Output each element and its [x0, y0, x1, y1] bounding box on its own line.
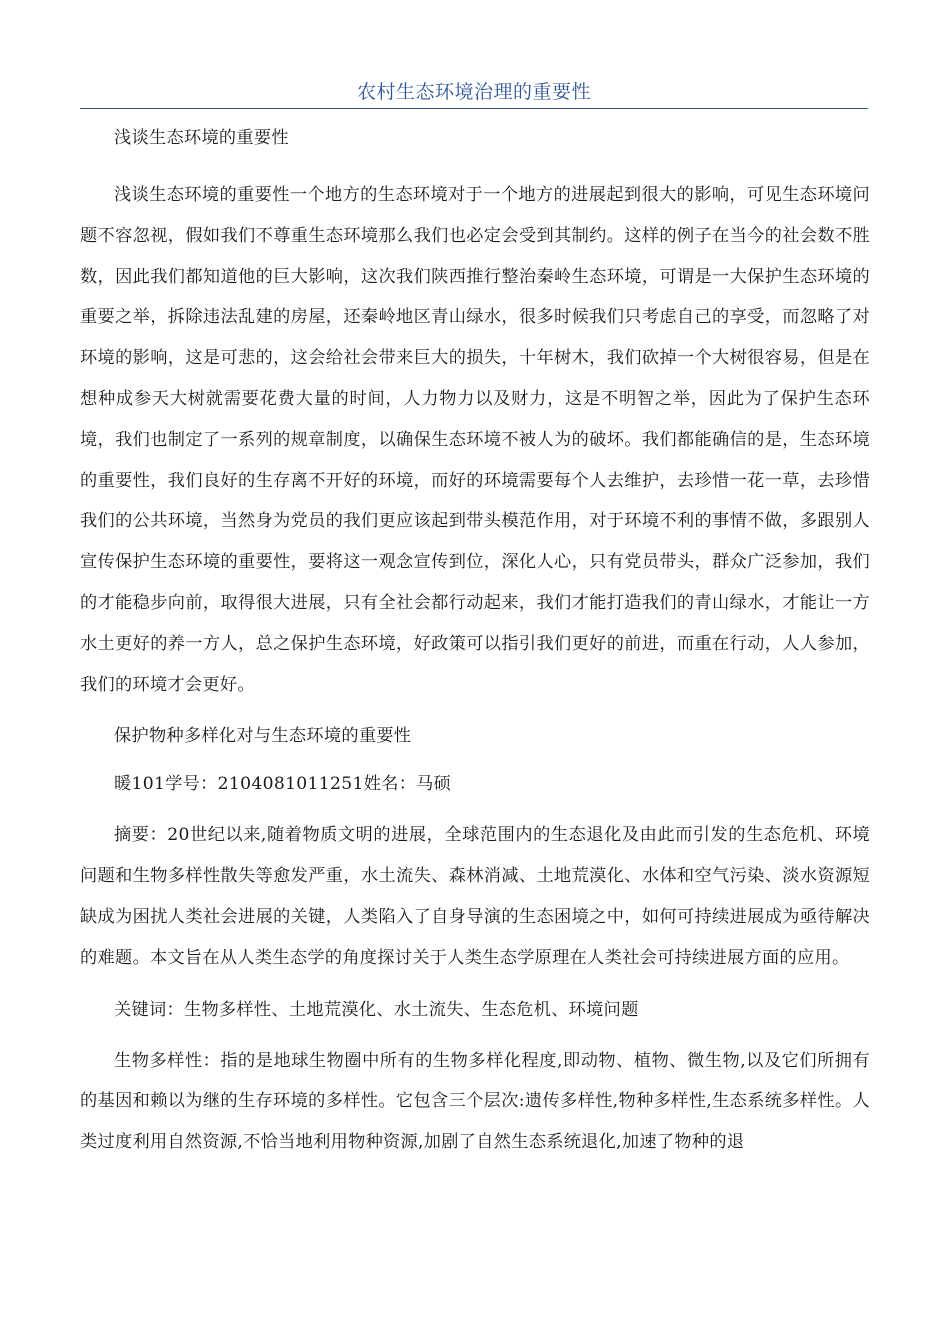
body-paragraph: 生物多样性：指的是地球生物圈中所有的生物多样化程度,即动物、植物、微生物,以及它们所拥有的基因和赖以为继的生存环境的多样性。它包含三个层次:遗传多样性,物种多样性,生态系统多样性。人类过度利用自然资源,不恰当地利用物种资源,加剧了自然生态系统退化,加速了物种的退: [80, 1050, 870, 1153]
document-body: [80, 121, 870, 1163]
keywords-line: 关键词：生物多样性、土地荒漠化、水土流失、生态危机、环境问题: [114, 999, 639, 1020]
abstract-paragraph: 摘要：20世纪以来,随着物质文明的进展，全球范围内的生态退化及由此而引发的生态危机、环境问题和生物多样性散失等愈发严重，水土流失、森林消减、土地荒漠化、水体和空气污染、淡水资源短缺成为困扰人类社会进展的关键，人类陷入了自身导演的生态困境之中，如何可持续进展成为亟待解决的难题。本文旨在从人类生态学的角度探讨关于人类生态学原理在人类社会可持续进展方面的应用。: [80, 825, 870, 968]
section-heading: 浅谈生态环境的重要性: [114, 128, 289, 148]
header-divider: [80, 108, 868, 109]
body-paragraph: 浅谈生态环境的重要性一个地方的生态环境对于一个地方的进展起到很大的影响，可见生态环境问题不容忽视，假如我们不尊重生态环境那么我们也必定会受到其制约。这样的例子在当今的社会数不胜数，因此我们都知道他的巨大影响，这次我们陕西推行整治秦岭生态环境，可谓是一大保护生态环境的重要之举，拆除违法乱建的房屋，还秦岭地区青山绿水，很多时候我们只考虑自己的享受，而忽略了对环境的影响，这是可悲的，这会给社会带来巨大的损失，十年树木，我们砍掉一个大树很容易，但是在想种成参天大树就需要花费大量的时间，人力物力以及财力，这是不明智之举，因此为了保护生态环境，我们也制定了一系列的规章制度，以确保生态环境不被人为的破坏。我们都能确信的是，生态环境的重要性，我们良好的生存离不开好的环境，而好的环境需要每个人去维护，去珍惜一花一草，去珍惜我们的公共环境，当然身为党员的我们更应该起到带头模范作用，对于环境不利的事情不做，多跟别人宣传保护生态环境的重要性，要将这一观念宣传到位，深化人心，只有党员带头，群众广泛参加，我们的才能稳步向前，取得很大进展，只有全社会都行动起来，我们才能打造我们的青山绿水，才能让一方水土更好的养一方人，总之保护生态环境，好政策可以指引我们更好的前进，而重在行动，人人参加，我们的环境才会更好。: [80, 185, 870, 695]
student-info: 暖101学号：2104081011251姓名：马硕: [114, 774, 452, 795]
section-heading: 保护物种多样化对与生态环境的重要性: [114, 726, 412, 747]
header-title: 农村生态环境治理的重要性: [356, 81, 591, 103]
